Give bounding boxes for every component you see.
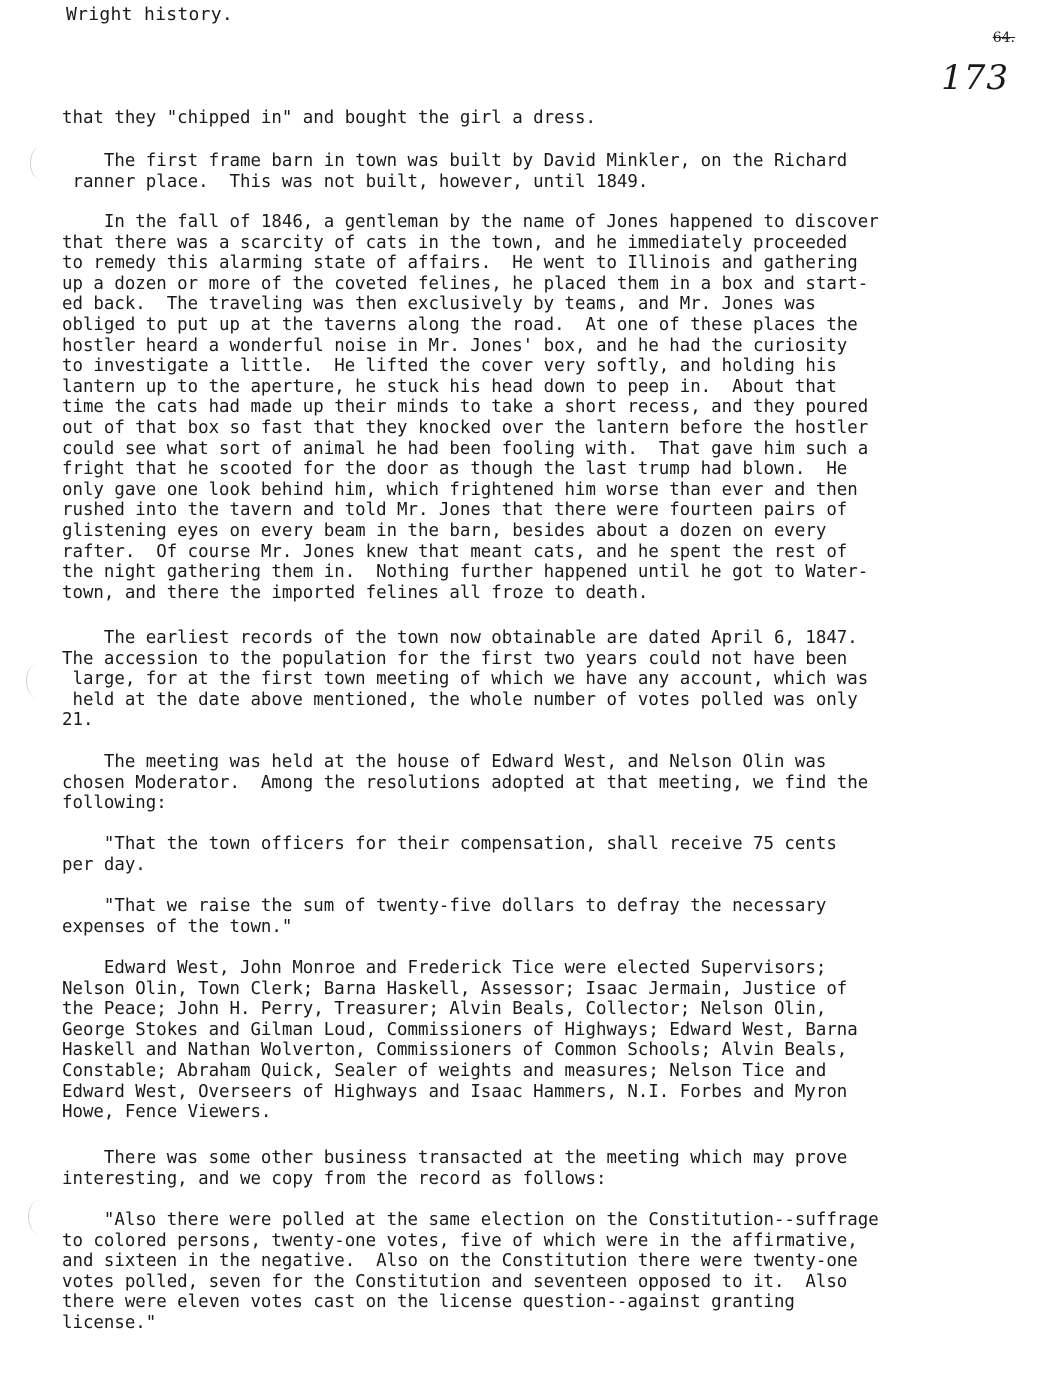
struck-page-number: 64.	[992, 30, 1015, 46]
paragraph-10: "Also there were polled at the same election on the Constitution--suffrage to colored persons, twenty-one votes, five of which were in the affirmative, and sixteen in the negative. Also on the Constitution there were twenty-one votes polled, seven for the Constitution and seventeen opposed to it. Also there were eleven votes cast on the license question--against granting license."	[62, 1210, 879, 1333]
paragraph-3: In the fall of 1846, a gentleman by the name of Jones happened to discover that there was a scarcity of cats in the town, and he immediately proceeded to remedy this alarming state of affairs. He went to Illinois and gathering up a dozen or more of the coveted felines, he placed them in a box and start- ed back. The traveling was then exclusively by teams, and Mr. Jones was obliged to put up at the taverns along the road. At one of these places the hostler heard a wonderful noise in Mr. Jones' box, and he had the curiosity to investigate a little. He lifted the cover very softly, and holding his lantern up to the aperture, he stuck his head down to peep in. About that time the cats had made up their minds to take a short recess, and they poured out of that box so fast that they knocked over the lantern before the hostler could see what sort of animal he had been fooling with. That gave him such a fright that he scooted for the door as though the last trump had blown. He only gave one look behind him, which frightened him worse than ever and then rushed into the tavern and told Mr. Jones that there were fourteen pairs of glistening eyes on every beam in the barn, besides about a dozen on every rafter. Of course Mr. Jones knew that meant cats, and he spent the rest of the night gathering them in. Nothing further happened until he got to Water- town, and there the imported felines all froze to death.	[62, 212, 879, 603]
paragraph-6: "That the town officers for their compensation, shall receive 75 cents per day.	[62, 834, 837, 875]
margin-mark	[28, 1200, 51, 1234]
document-header: Wright history.	[66, 4, 234, 25]
paragraph-4: The earliest records of the town now obtainable are dated April 6, 1847. The accession to the population for the first two years could not have been large, for at the first town meeting of which we have any account, which was held at the date above mentioned, the whole number of votes polled was only 21.	[62, 628, 869, 731]
paragraph-1: that they "chipped in" and bought the girl a dress.	[62, 108, 596, 128]
paragraph-9: There was some other business transacted at the meeting which may prove interesting, and we copy from the record as follows:	[62, 1148, 848, 1189]
page-number: 173	[941, 58, 1009, 98]
paragraph-8: Edward West, John Monroe and Frederick Tice were elected Supervisors; Nelson Olin, Town Clerk; Barna Haskell, Assessor; Isaac Jermain, Justice of the Peace; John H. Perry, Treasurer; Alvin Beals, Collector; Nelson Olin, George Stokes and Gilman Loud, Commissioners of Highways; Edward West, Barna Haskell and Nathan Wolverton, Commissioners of Common Schools; Alvin Beals, Constable; Abraham Quick, Sealer of weights and measures; Nelson Tice and Edward West, Overseers of Highways and Isaac Hammers, N.I. Forbes and Myron Howe, Fence Viewers.	[62, 958, 858, 1123]
paragraph-5: The meeting was held at the house of Edward West, and Nelson Olin was chosen Moderator. Among the resolutions adopted at that meeting, we find the following:	[62, 752, 869, 814]
paragraph-7: "That we raise the sum of twenty-five dollars to defray the necessary expenses of the town."	[62, 896, 827, 937]
margin-mark	[30, 146, 53, 180]
paragraph-2: The first frame barn in town was built by David Minkler, on the Richard ranner place. This was not built, however, until 1849.	[72, 151, 848, 192]
margin-mark	[26, 664, 49, 698]
